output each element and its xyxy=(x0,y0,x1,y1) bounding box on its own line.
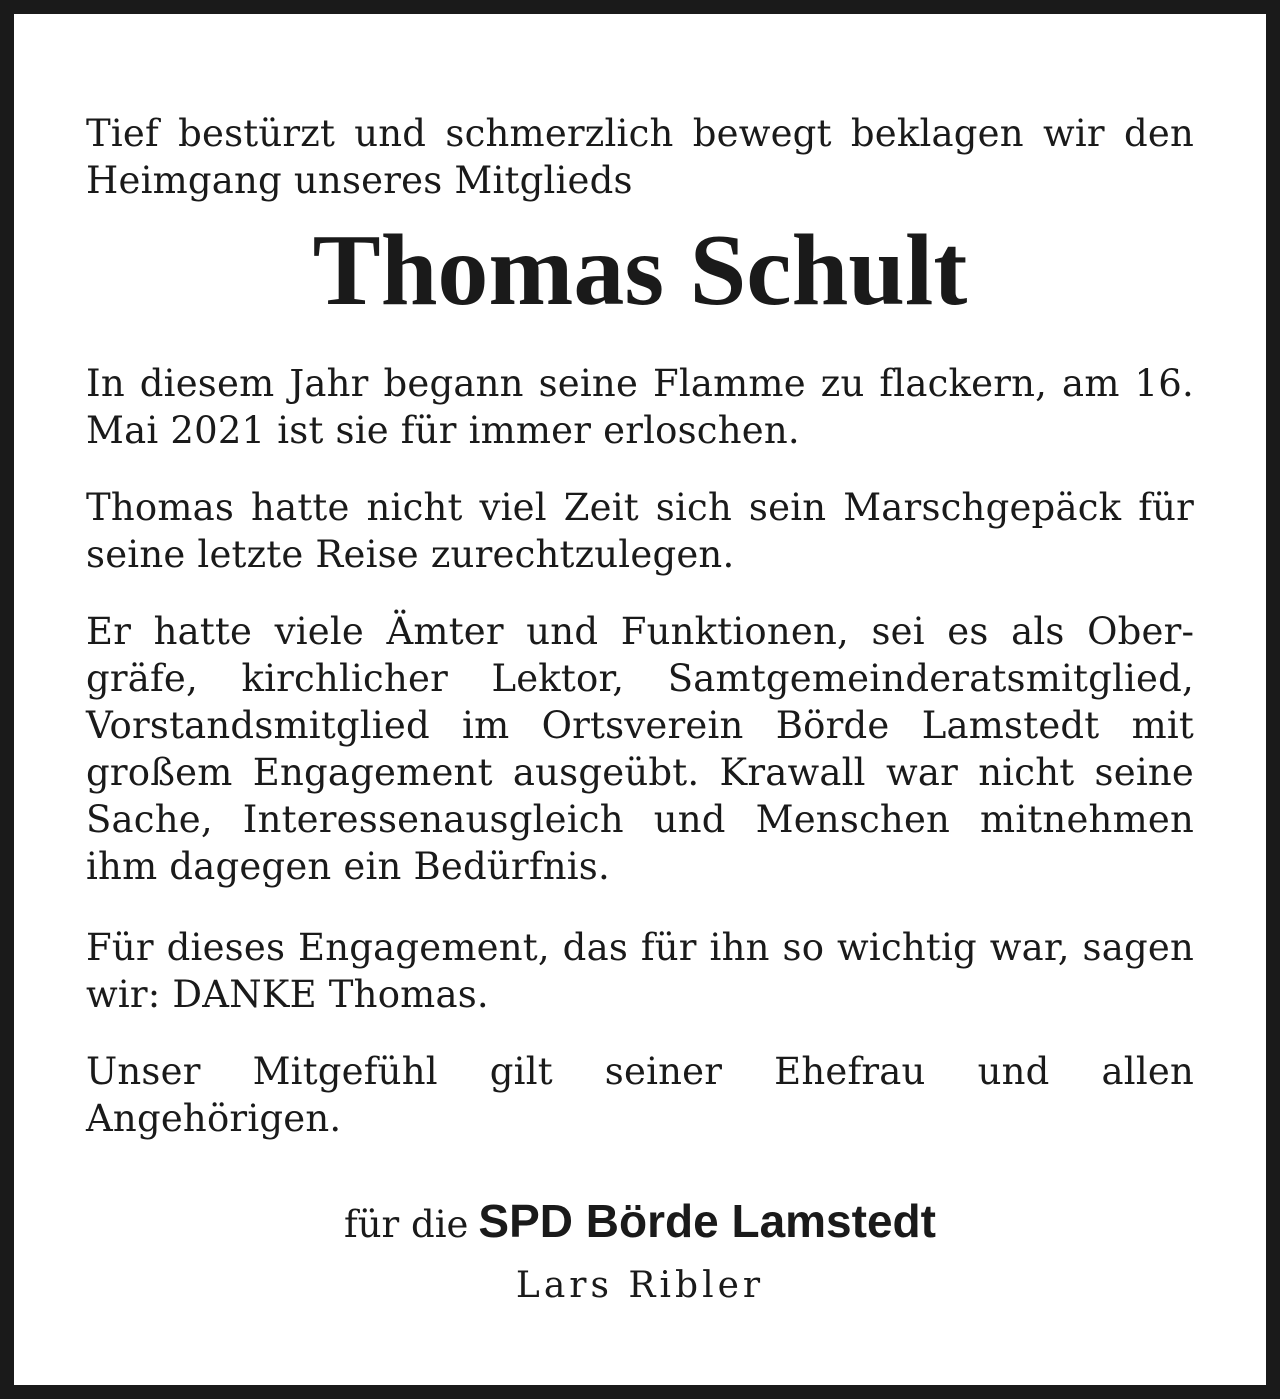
signature-organization: SPD Börde Lamstedt xyxy=(478,1195,936,1247)
paragraph-condolence: Unser Mitgefühl gilt seiner Ehefrau und allen Angehörigen. xyxy=(86,1050,1194,1140)
deceased-name: Thomas Schult xyxy=(312,214,968,327)
paragraph-thanks: Für dieses Engagement, das für ihn so wichtig war, sagen wir: DANKE Thomas. xyxy=(86,926,1194,1016)
signature-line xyxy=(86,1194,1194,1252)
paragraph-offices: Er hatte viele Ämter und Funktionen, sei es als Obergräfe, kirchlicher Lektor, Samtgemeinderatsmitglied, Vorstandsmitglied im Ortsverein Börde Lamstedt mit großem Engagement ausgeübt. Krawall war nicht seine Sache, Interessenausgleich und Menschen mitnehmen ihm dagegen ein Bedürfnis. xyxy=(86,610,1194,888)
paragraph-flame: In diesem Jahr begann seine Flamme zu flackern, am 16. Mai 2021 ist sie für immer erloschen. xyxy=(86,362,1194,452)
notice-content xyxy=(86,110,1194,1310)
intro-text: Tief bestürzt und schmerzlich bewegt beklagen wir den Heimgang unseres Mitglieds xyxy=(86,112,1194,202)
signature-prefix: für die xyxy=(344,1203,469,1246)
signer-name: Lars Ribler xyxy=(515,1265,765,1306)
paragraph-journey: Thomas hatte nicht viel Zeit sich sein Marschgepäck für seine letzte Reise zurechtzulegen. xyxy=(86,486,1194,576)
